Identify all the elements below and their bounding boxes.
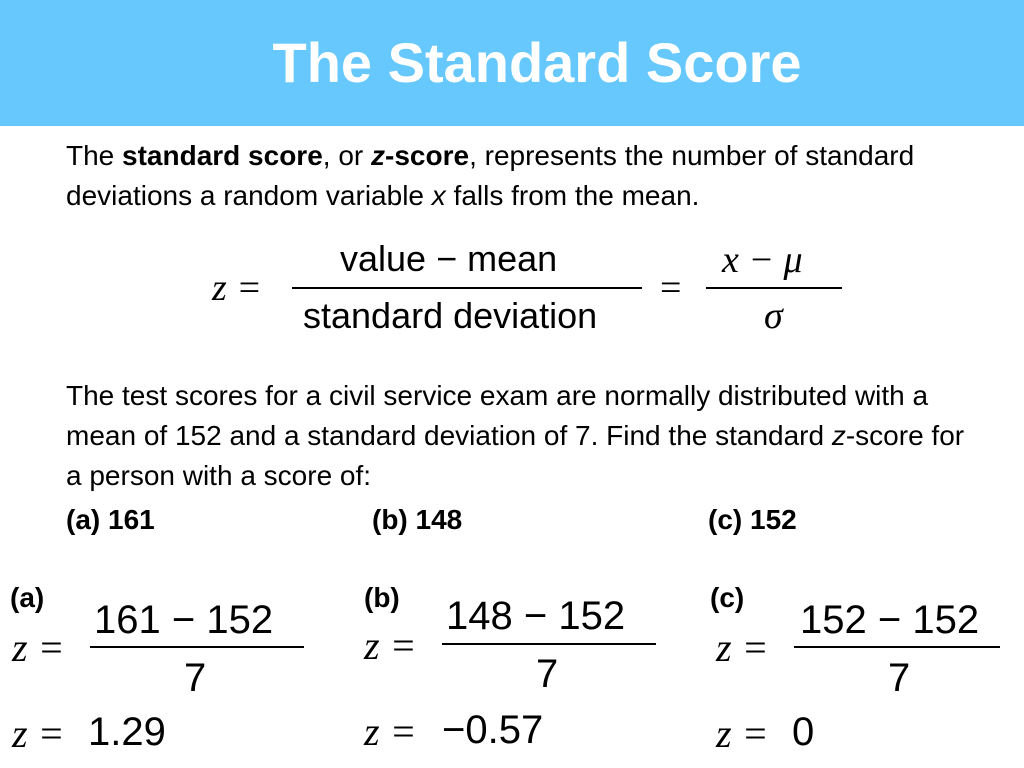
solution-a-result: 1.29 [88, 710, 166, 754]
definition-term-z-score: -score [385, 140, 470, 171]
formula-fraction-bar-2 [706, 287, 842, 289]
slide-title: The Standard Score [272, 31, 802, 94]
solution-c-numerator: 152 − 152 [800, 598, 980, 642]
formula-lhs: z = [212, 267, 262, 309]
solution-a-label: (a) [10, 582, 45, 613]
solution-a-result-lhs: z = [12, 711, 65, 756]
problem-z-variable: z [831, 420, 846, 451]
solution-a-lhs: z = [12, 625, 65, 670]
formula-equals: = [660, 267, 682, 309]
solution-b-lhs: z = [364, 623, 417, 668]
solution-c-lhs: z = [716, 625, 769, 670]
formula-numerator-2: x − μ [722, 239, 803, 281]
solution-b-result-lhs: z = [364, 709, 417, 754]
problem-text-2: -score for a person with a score of: [66, 420, 965, 491]
formula-denominator-2: σ [764, 295, 783, 337]
solution-a-fraction-bar [90, 646, 304, 648]
option-c: (c) 152 [708, 504, 797, 535]
solution-b-result: −0.57 [442, 708, 544, 752]
solution-a-numerator: 161 − 152 [94, 598, 274, 642]
solution-b-denominator: 7 [536, 652, 559, 696]
definition-term-standard-score: standard score [122, 140, 323, 171]
option-a: (a) 161 [66, 504, 155, 535]
definition-text-4: falls from the mean. [445, 180, 700, 211]
solution-c-denominator: 7 [888, 656, 911, 700]
solution-c-fraction-bar [794, 646, 1000, 648]
problem-paragraph [66, 376, 966, 496]
formula-fraction-bar [292, 287, 642, 289]
definition-text-1: The [66, 140, 123, 171]
solution-b-numerator: 148 − 152 [446, 594, 626, 638]
solution-c-result: 0 [792, 710, 815, 754]
definition-text-2: , or [322, 140, 372, 171]
solution-a-denominator: 7 [184, 656, 207, 700]
problem-text-1: The test scores for a civil service exam are normally distributed with a mean of 152 and a standard deviation of 7. Find the standard [66, 380, 929, 451]
definition-x-variable: x [431, 180, 446, 211]
formula-numerator: value − mean [340, 238, 558, 279]
formula-denominator: standard deviation [303, 295, 598, 336]
solution-c-label: (c) [710, 582, 745, 613]
solution-b-label: (b) [364, 582, 400, 613]
definition-text-3: , represents the number of standard deviations a random variable [66, 140, 915, 211]
solution-b-fraction-bar [442, 643, 656, 645]
option-b: (b) 148 [372, 504, 463, 535]
solution-c-result-lhs: z = [716, 711, 769, 756]
definition-z-variable: z [371, 140, 386, 171]
